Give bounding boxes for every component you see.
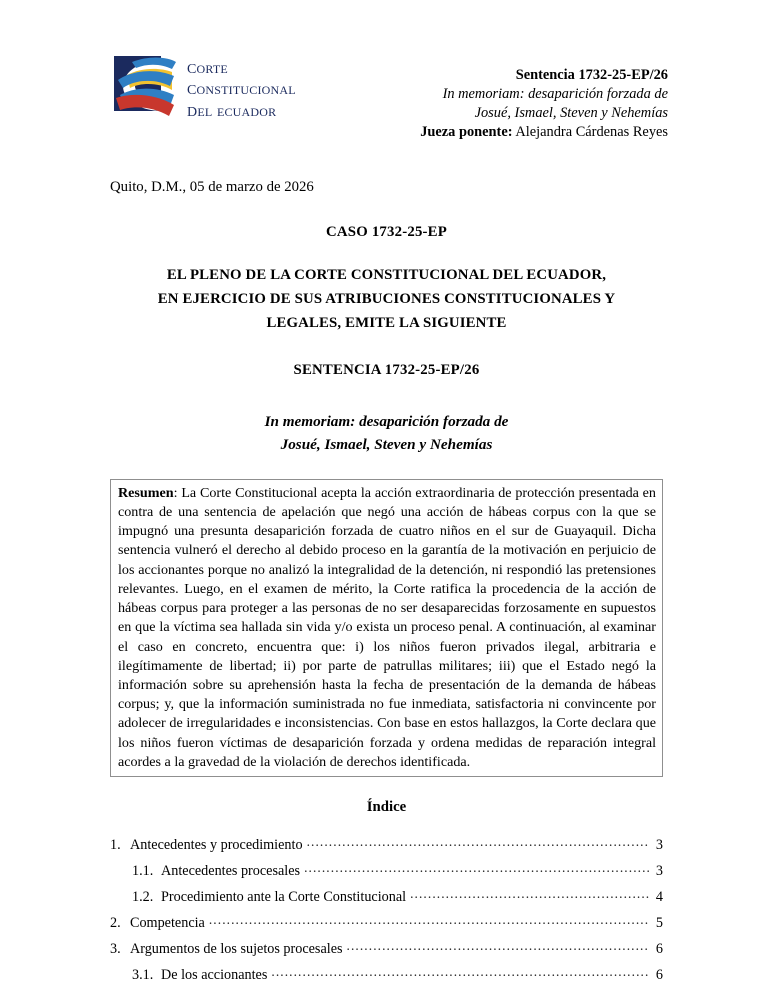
toc-entry-number: 1.1. bbox=[132, 863, 154, 880]
toc-entry-page-number: 3 bbox=[655, 863, 663, 880]
toc-entry-label: Argumentos de los sujetos procesales bbox=[130, 940, 343, 957]
sentencia-heading: SENTENCIA 1732-25-EP/26 bbox=[293, 361, 480, 378]
toc-entry-page-number: 3 bbox=[655, 837, 663, 854]
pleno-statement bbox=[110, 264, 663, 336]
toc-dot-leader bbox=[307, 835, 649, 849]
toc-entry-number: 1.2. bbox=[132, 889, 154, 906]
toc-dot-leader bbox=[410, 887, 649, 901]
header-metadata bbox=[420, 40, 668, 143]
indice-heading: Índice bbox=[366, 799, 407, 816]
institution-logo-wordmark bbox=[187, 55, 296, 121]
toc-entry[interactable] bbox=[110, 965, 663, 982]
toc-entry-label: De los accionantes bbox=[161, 966, 268, 983]
pleno-statement-line-3: LEGALES, EMITE LA SIGUIENTE bbox=[266, 314, 507, 331]
toc-entry-page-number: 6 bbox=[655, 966, 663, 983]
toc-dot-leader bbox=[209, 913, 649, 927]
header-ponente-label: Jueza ponente: bbox=[420, 124, 513, 141]
logo-line-corte: corte bbox=[187, 56, 228, 79]
logo-line-del-ecuador: del ecuador bbox=[187, 98, 277, 121]
institution-logo bbox=[110, 40, 296, 126]
table-of-contents bbox=[110, 835, 663, 982]
logo-line-constitucional: constitucional bbox=[187, 77, 296, 100]
resumen-summary-box bbox=[110, 479, 663, 778]
memoriam-dedication-line-1: In memoriam: desaparición forzada de bbox=[264, 412, 509, 430]
header-sentencia-reference: Sentencia 1732-25-EP/26 bbox=[515, 67, 668, 83]
toc-entry-label: Antecedentes procesales bbox=[161, 863, 301, 880]
pleno-statement-line-2: EN EJERCICIO DE SUS ATRIBUCIONES CONSTITUCIONALES Y bbox=[157, 290, 616, 307]
header-memoriam-line-1: In memoriam: desaparición forzada de bbox=[442, 86, 668, 103]
toc-entry[interactable] bbox=[110, 939, 663, 956]
toc-entry-label: Procedimiento ante la Corte Constitucional bbox=[161, 889, 407, 906]
toc-entry[interactable] bbox=[110, 913, 663, 930]
header-ponente-name: Alejandra Cárdenas Reyes bbox=[515, 124, 668, 141]
toc-entry-label: Competencia bbox=[130, 915, 205, 932]
toc-entry-page-number: 5 bbox=[655, 915, 663, 932]
pleno-statement-line-1: EL PLENO DE LA CORTE CONSTITUCIONAL DEL ECUADOR, bbox=[166, 266, 607, 283]
toc-dot-leader bbox=[271, 965, 649, 979]
toc-dot-leader bbox=[304, 861, 649, 875]
document-date: Quito, D.M., 05 de marzo de 2026 bbox=[110, 178, 314, 195]
document-body bbox=[0, 179, 768, 982]
toc-entry-number: 3. bbox=[110, 940, 121, 957]
case-number-heading: CASO 1732-25-EP bbox=[326, 223, 447, 240]
toc-entry-page-number: 4 bbox=[655, 889, 663, 906]
toc-entry-number: 1. bbox=[110, 837, 121, 854]
toc-entry-page-number: 6 bbox=[655, 940, 663, 957]
toc-dot-leader bbox=[347, 939, 649, 953]
document-header bbox=[0, 0, 768, 143]
resumen-separator: : bbox=[173, 484, 182, 501]
memoriam-dedication-line-2: Josué, Ismael, Steven y Nehemías bbox=[280, 436, 493, 454]
header-ponente bbox=[420, 123, 668, 142]
corte-constitucional-ecuador-emblem-icon bbox=[110, 50, 178, 126]
header-memoriam-line-2: Josué, Ismael, Steven y Nehemías bbox=[474, 105, 668, 122]
toc-entry[interactable] bbox=[110, 835, 663, 852]
toc-entry-number: 3.1. bbox=[132, 966, 154, 983]
resumen-body-text: La Corte Constitucional acepta la acción extraordinaria de protección presentada en contra de una sentencia de apelación que negó una acción de hábeas corpus con la que se impugnó una presunta desaparición forzada de cuatro niños en el sur de Guayaquil. Dicha sentencia vulneró el derecho al debido proceso en la garantía de la motivación en perjuicio de los accionantes porque no analizó la integralidad de la detención, ni respondió las pretensiones relevantes. Luego, en el examen de mérito, la Corte ratifica la procedencia de la acción de hábeas corpus para proteger a las personas de no ser desaparecidas forzosamente en supuestos en que la víctima sea hallada sin vida y/o exista un proceso penal. A continuación, al examinar el caso en concreto, encuentra que: i) los niños fueron privados ilegal, arbitraria e ilegítimamente de libertad; ii) por parte de patrullas militares; iii) que el Estado negó la información sobre su aprehensión hasta la fecha de presentación de la demanda de hábeas corpus; y, que la información suministrada no fue inmediata, satisfactoria ni convincente por adolecer de irregularidades e inconsistencias. Con base en estos hallazgos, la Corte declara que los niños fueron víctimas de desaparición forzada y ordena medidas de reparación integral acordes a la gravedad de la violación de derechos identificada. bbox=[118, 484, 656, 770]
toc-entry[interactable] bbox=[110, 887, 663, 904]
toc-entry[interactable] bbox=[110, 861, 663, 878]
memoriam-dedication bbox=[110, 410, 663, 457]
toc-entry-label: Antecedentes y procedimiento bbox=[130, 837, 303, 854]
resumen-label: Resumen bbox=[118, 484, 174, 501]
toc-entry-number: 2. bbox=[110, 915, 121, 932]
